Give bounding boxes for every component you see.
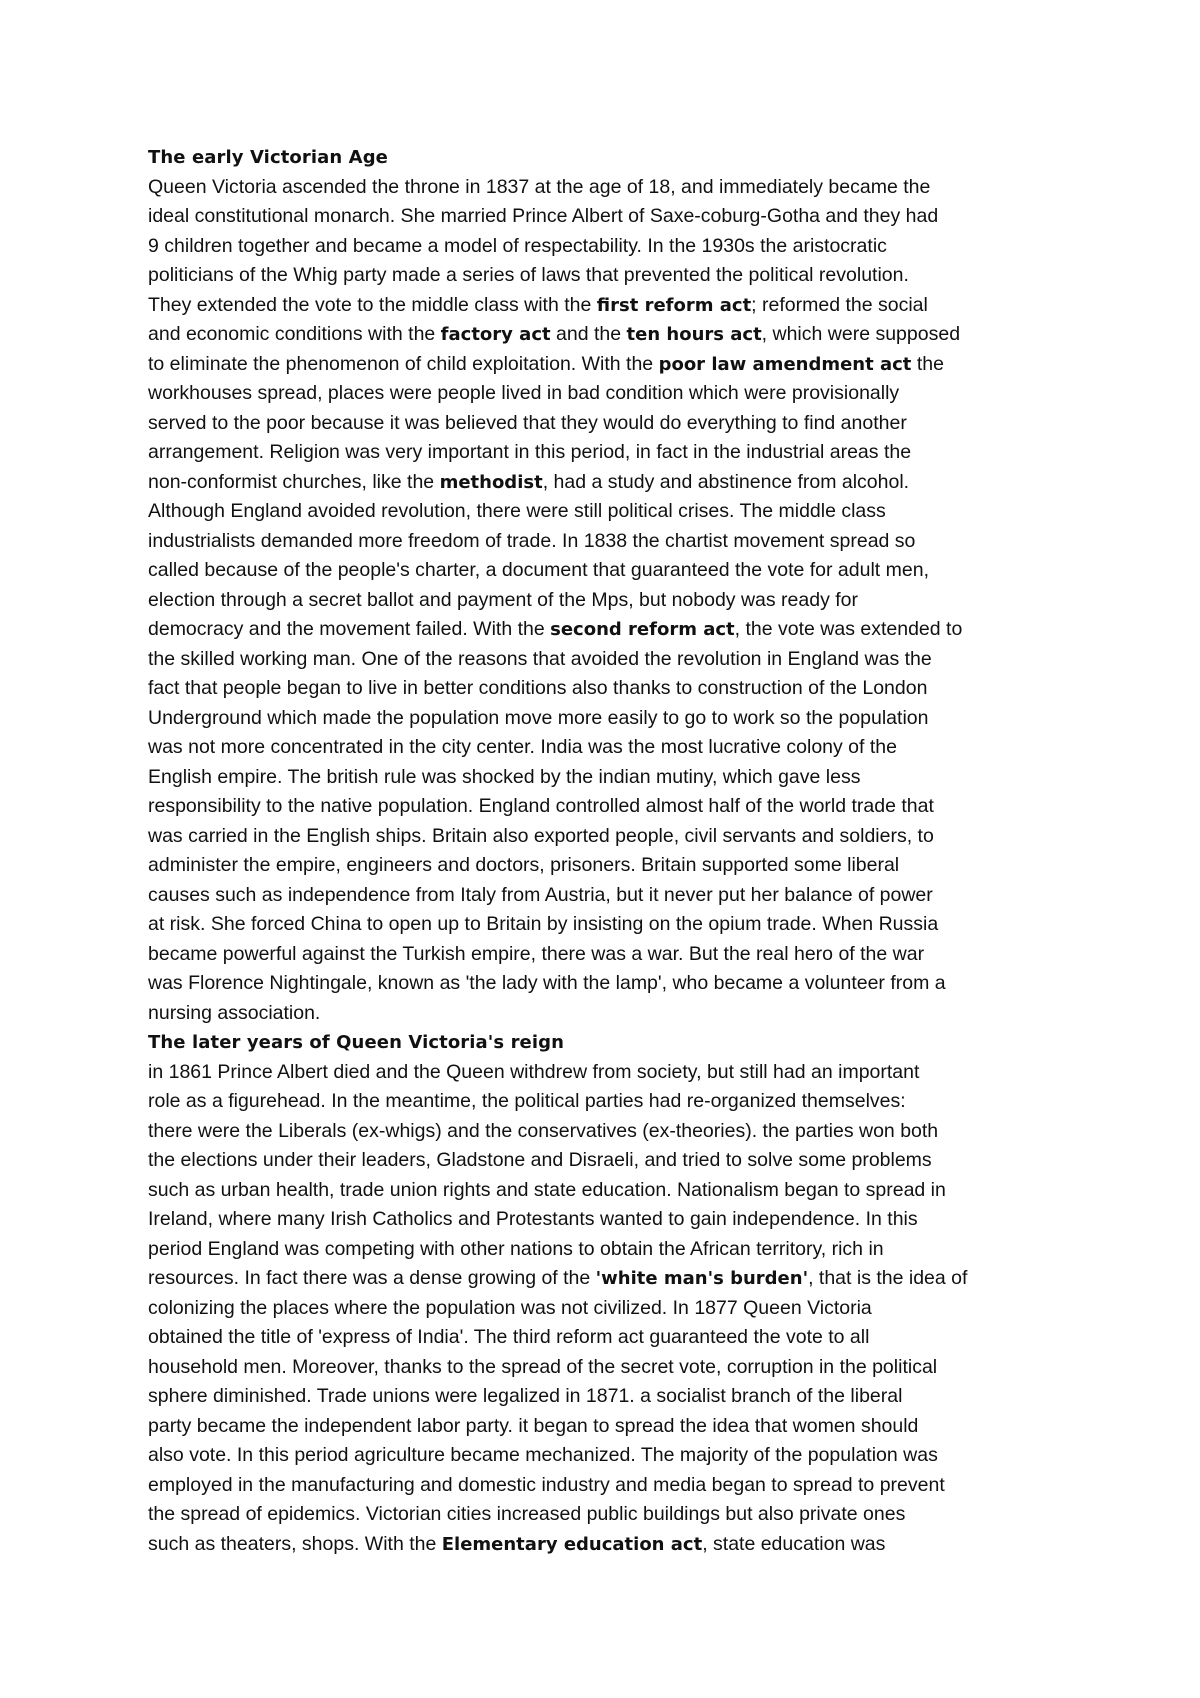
- text-line: [148, 1323, 1068, 1353]
- text-run: the spread of epidemics. Victorian cities increased public buildings but also private ones: [148, 1503, 906, 1525]
- text-line: [148, 320, 1068, 350]
- text-run: Underground which made the population move more easily to go to work so the population: [148, 706, 929, 729]
- text-line: [148, 1146, 1068, 1176]
- text-run: , had a study and abstinence from alcohol.: [542, 470, 910, 493]
- text-run: , state education was: [702, 1532, 886, 1555]
- text-line: [148, 438, 1068, 468]
- text-run: nursing association.: [148, 1001, 321, 1024]
- text-line: [148, 645, 1068, 675]
- text-line: [148, 1235, 1068, 1265]
- text-run: Ireland, where many Irish Catholics and Protestants wanted to gain independence. In this: [148, 1208, 918, 1230]
- text-line: [148, 733, 1068, 763]
- text-line: [148, 1530, 1068, 1560]
- text-run: arrangement. Religion was very important in this period, in fact in the industrial areas the: [148, 441, 912, 463]
- text-line: [148, 497, 1068, 527]
- text-line: [148, 291, 1068, 321]
- section-body-early-victorian-age: [148, 173, 1068, 1029]
- text-line: [148, 556, 1068, 586]
- text-run: workhouses spread, places were people lived in bad condition which were provisionally: [148, 382, 900, 404]
- text-run: served to the poor because it was believed that they would do everything to find another: [148, 411, 907, 434]
- text-run: industrialists demanded more freedom of trade. In 1838 the chartist movement spread so: [148, 529, 916, 552]
- text-run: such as urban health, trade union rights and state education. Nationalism began to spread in: [148, 1178, 946, 1201]
- text-line: [148, 202, 1068, 232]
- text-run: obtained the title of 'express of India'. The third reform act guaranteed the vote to all: [148, 1326, 870, 1348]
- bold-term: 'white man's burden': [595, 1268, 809, 1289]
- text-run: there were the Liberals (ex-whigs) and the conservatives (ex-theories). the parties won both: [148, 1119, 939, 1142]
- bold-term: ten hours act: [626, 324, 762, 345]
- text-line: [148, 881, 1068, 911]
- text-run: , that is the idea of: [808, 1267, 968, 1289]
- text-run: party became the independent labor party. it began to spread the idea that women should: [148, 1414, 919, 1437]
- text-line: [148, 792, 1068, 822]
- text-line: [148, 350, 1068, 380]
- text-line: [148, 615, 1068, 645]
- section-heading-early-victorian-age: The early Victorian Age: [148, 147, 388, 168]
- text-line: [148, 1294, 1068, 1324]
- text-run: colonizing the places where the population was not civilized. In 1877 Queen Victoria: [148, 1296, 872, 1319]
- text-run: at risk. She forced China to open up to Britain by insisting on the opium trade. When Russia: [148, 913, 939, 935]
- text-run: was carried in the English ships. Britain also exported people, civil servants and soldiers, to: [148, 824, 934, 847]
- text-line: [148, 1176, 1068, 1206]
- text-line: [148, 1264, 1068, 1294]
- text-line: [148, 173, 1068, 203]
- text-line: [148, 910, 1068, 940]
- text-run: politicians of the Whig party made a series of laws that prevented the political revolution.: [148, 264, 909, 286]
- text-run: became powerful against the Turkish empire, there was a war. But the real hero of the war: [148, 942, 925, 965]
- text-line: [148, 1382, 1068, 1412]
- text-line: [148, 940, 1068, 970]
- text-line: [148, 1353, 1068, 1383]
- section-body-later-years: [148, 1058, 1068, 1560]
- text-run: the: [911, 352, 944, 375]
- text-run: was Florence Nightingale, known as 'the lady with the lamp', who became a volunteer from a: [148, 972, 946, 994]
- text-run: called because of the people's charter, a document that guaranteed the vote for adult men,: [148, 559, 929, 581]
- text-line: [148, 586, 1068, 616]
- text-run: causes such as independence from Italy from Austria, but it never put her balance of power: [148, 883, 933, 906]
- text-run: employed in the manufacturing and domestic industry and media began to spread to prevent: [148, 1473, 945, 1496]
- text-run: the skilled working man. One of the reasons that avoided the revolution in England was the: [148, 647, 932, 670]
- text-line: [148, 527, 1068, 557]
- text-run: 9 children together and became a model of respectability. In the 1930s the aristocratic: [148, 234, 887, 257]
- text-run: They extended the vote to the middle class with the: [148, 293, 597, 316]
- text-run: in 1861 Prince Albert died and the Queen withdrew from society, but still had an important: [148, 1060, 920, 1083]
- bold-term: methodist: [439, 471, 543, 493]
- bold-term: second reform act: [550, 619, 735, 640]
- text-run: , which were supposed: [761, 323, 961, 345]
- text-run: period England was competing with other nations to obtain the African territory, rich in: [148, 1237, 884, 1260]
- text-line: [148, 261, 1068, 291]
- text-run: ideal constitutional monarch. She married Prince Albert of Saxe-coburg-Gotha and they had: [148, 205, 939, 227]
- text-run: resources. In fact there was a dense growing of the: [148, 1267, 596, 1289]
- text-line: [148, 1471, 1068, 1501]
- text-line: [148, 1117, 1068, 1147]
- text-run: household men. Moreover, thanks to the spread of the secret vote, corruption in the political: [148, 1355, 938, 1378]
- text-line: [148, 969, 1068, 999]
- text-line: [148, 822, 1068, 852]
- text-line: [148, 1412, 1068, 1442]
- bold-term: first reform act: [596, 294, 752, 316]
- bold-term: poor law amendment act: [658, 353, 912, 375]
- text-run: fact that people began to live in better conditions also thanks to construction of the London: [148, 677, 928, 699]
- text-line: [148, 1058, 1068, 1088]
- text-line: [148, 999, 1068, 1029]
- text-line: [148, 1500, 1068, 1530]
- text-line: [148, 232, 1068, 262]
- text-run: Queen Victoria ascended the throne in 1837 at the age of 18, and immediately became the: [148, 175, 931, 198]
- bold-term: factory act: [440, 324, 551, 345]
- text-line: [148, 763, 1068, 793]
- text-line: [148, 704, 1068, 734]
- text-line: [148, 379, 1068, 409]
- text-line: [148, 851, 1068, 881]
- text-run: Although England avoided revolution, there were still political crises. The middle class: [148, 500, 886, 522]
- text-run: was not more concentrated in the city center. India was the most lucrative colony of the: [148, 736, 897, 758]
- text-run: ; reformed the social: [751, 293, 928, 316]
- text-line: [148, 1205, 1068, 1235]
- text-run: role as a figurehead. In the meantime, the political parties had re-organized themselves:: [148, 1090, 906, 1112]
- text-run: and the: [550, 323, 627, 345]
- text-run: the elections under their leaders, Gladstone and Disraeli, and tried to solve some problems: [148, 1149, 932, 1171]
- document-page: [148, 143, 1068, 1559]
- text-run: also vote. In this period agriculture became mechanized. The majority of the population was: [148, 1444, 938, 1466]
- text-run: to eliminate the phenomenon of child exploitation. With the: [148, 352, 659, 375]
- text-run: , the vote was extended to: [734, 618, 963, 640]
- text-run: administer the empire, engineers and doctors, prisoners. Britain supported some liberal: [148, 854, 900, 876]
- text-run: non-conformist churches, like the: [148, 470, 440, 493]
- text-run: responsibility to the native population. England controlled almost half of the world trade that: [148, 795, 934, 817]
- text-run: election through a secret ballot and payment of the Mps, but nobody was ready for: [148, 588, 859, 611]
- text-run: and economic conditions with the: [148, 323, 441, 345]
- text-line: [148, 468, 1068, 498]
- section-heading-later-years: The later years of Queen Victoria's reign: [148, 1032, 565, 1053]
- text-run: democracy and the movement failed. With the: [148, 618, 551, 640]
- text-line: [148, 1441, 1068, 1471]
- text-line: [148, 409, 1068, 439]
- bold-term: Elementary education act: [441, 1533, 703, 1555]
- text-run: English empire. The british rule was shocked by the indian mutiny, which gave less: [148, 765, 861, 788]
- text-run: sphere diminished. Trade unions were legalized in 1871. a socialist branch of the liberal: [148, 1385, 903, 1407]
- text-run: such as theaters, shops. With the: [148, 1532, 442, 1555]
- text-line: [148, 1087, 1068, 1117]
- text-line: [148, 674, 1068, 704]
